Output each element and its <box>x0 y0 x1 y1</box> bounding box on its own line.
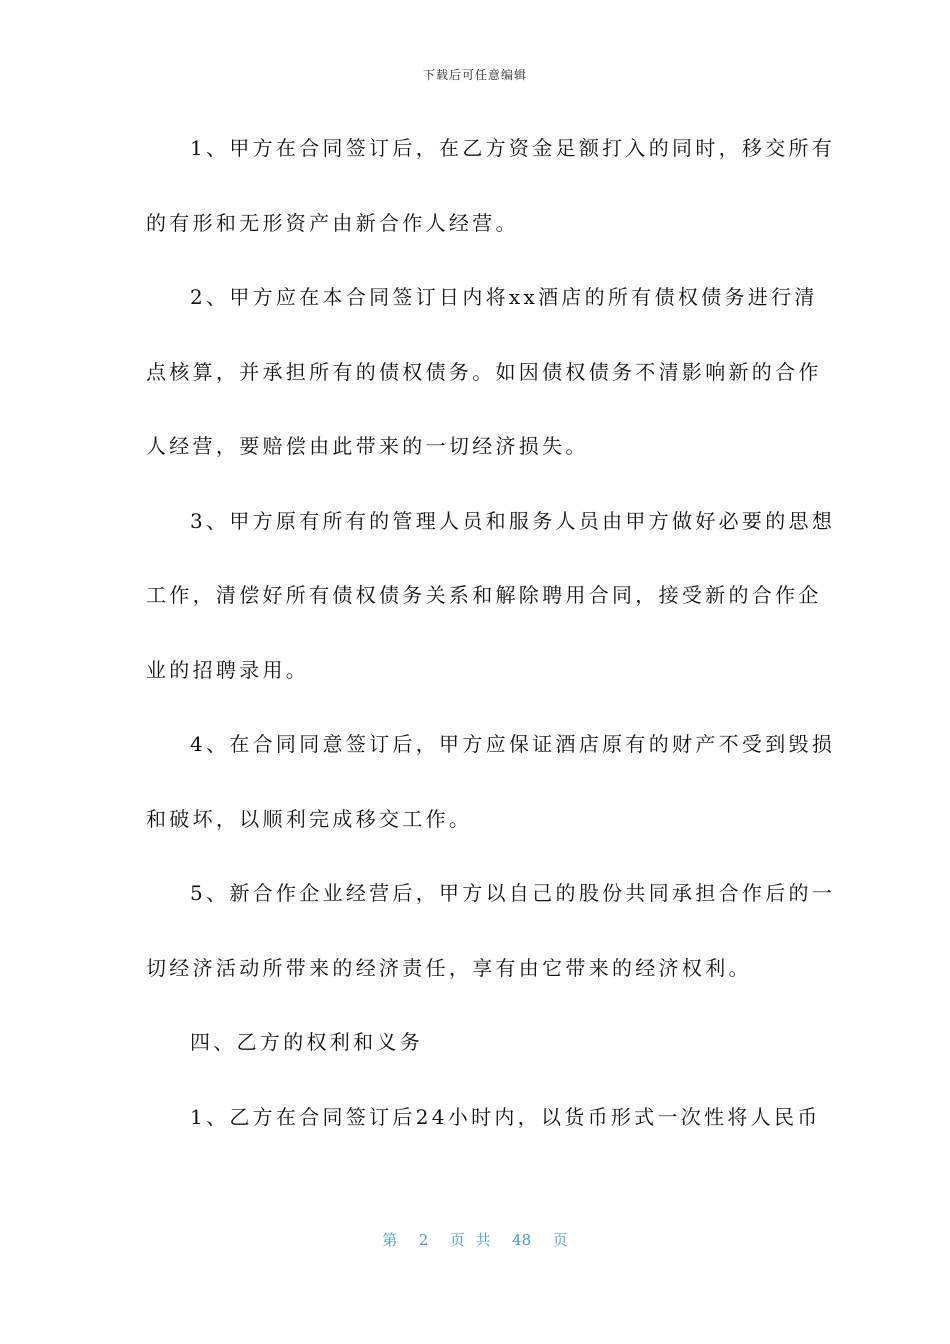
paragraph-line: 点核算，并承担所有的债权债务。如因债权债务不清影响新的合作 <box>146 359 822 384</box>
page-number-footer: 第 2 页 共 48 页 <box>382 1231 568 1249</box>
paragraph-line: 1、甲方在合同签订后，在乙方资金足额打入的同时，移交所有 <box>190 136 836 160</box>
header-note: 下载后可任意编辑 <box>422 68 527 82</box>
paragraph-line: 1、乙方在合同签订后24小时内，以货币形式一次性将人民币 <box>190 1104 821 1129</box>
paragraph-line: 业的招聘录用。 <box>146 657 310 682</box>
paragraph-line: 5、新合作企业经营后，甲方以自己的股份共同承担合作后的一 <box>190 881 836 905</box>
paragraph-line: 2、甲方应在本合同签订日内将xx酒店的所有债权债务进行清 <box>190 285 818 309</box>
paragraph-line: 4、在合同同意签订后，甲方应保证酒店原有的财产不受到毁损 <box>190 732 836 756</box>
paragraph-line: 人经营，要赔偿由此带来的一切经济损失。 <box>146 434 589 458</box>
paragraph-line: 的有形和无形资产由新合作人经营。 <box>146 210 519 235</box>
paragraph-line: 切经济活动所带来的经济责任，享有由它带来的经济权利。 <box>146 955 752 980</box>
section-heading: 四、乙方的权利和义务 <box>190 1030 423 1054</box>
contract-body <box>146 126 836 1169</box>
paragraph-line: 和破坏，以顺利完成移交工作。 <box>146 806 473 831</box>
paragraph-line: 3、甲方原有所有的管理人员和服务人员由甲方做好必要的思想 <box>190 508 836 533</box>
paragraph-line: 工作，清偿好所有债权债务关系和解除聘用合同，接受新的合作企 <box>146 583 822 607</box>
